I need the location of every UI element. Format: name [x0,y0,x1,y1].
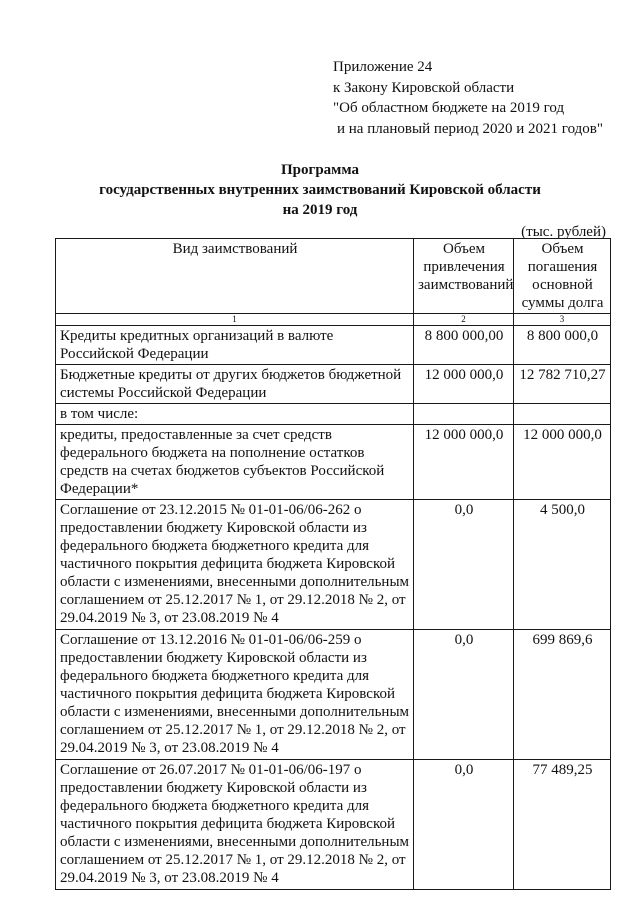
row-type: Соглашение от 26.07.2017 № 01-01-06/06-197 о предоставлении бюджету Кировской области из федерального бюджета бюджетного кредита для частичного покрытия дефицита бюджета Кировской области с изменениями, внесенными дополнительным соглашением от 25.12.2017 № 1, от 29.12.2018 № 2, от 29.04.2019 № 3, от 23.08.2019 № 4 [56,760,414,890]
header-attraction-volume: Объем привлечения заимствований [414,239,514,314]
row-repayment: 699 869,6 [514,630,611,760]
row-repayment [514,404,611,425]
appendix-line: и на плановый период 2020 и 2021 годов" [337,120,603,137]
row-attraction [414,404,514,425]
title-line: Программа [281,162,359,178]
table-row [56,404,611,425]
table-row [56,425,611,500]
title-line: государственных внутренних заимствований Кировской области [99,182,541,198]
row-type: Соглашение от 13.12.2016 № 01-01-06/06-259 о предоставлении бюджету Кировской области из федерального бюджета бюджетного кредита для частичного покрытия дефицита бюджета Кировской области с изменениями, внесенными дополнительным соглашением от 25.12.2017 № 1, от 29.12.2018 № 2, от 29.04.2019 № 3, от 23.08.2019 № 4 [56,630,414,760]
title-line: на 2019 год [282,202,358,218]
row-attraction: 0,0 [414,630,514,760]
column-number-row [56,314,611,326]
row-repayment: 4 500,0 [514,500,611,630]
appendix-line: "Об областном бюджете на 2019 год [333,100,565,116]
appendix-line: Приложение 24 [333,59,433,75]
row-attraction: 12 000 000,0 [414,425,514,500]
row-repayment: 12 000 000,0 [514,425,611,500]
document-title [0,160,640,220]
table-row [56,365,611,404]
appendix-line: к Закону Кировской области [333,79,515,96]
appendix-reference [333,57,603,139]
header-borrowing-type: Вид заимствований [56,239,414,314]
row-attraction: 8 800 000,00 [414,326,514,365]
row-type: Соглашение от 23.12.2015 № 01-01-06/06-262 о предоставлении бюджету Кировской области из федерального бюджета бюджетного кредита для частичного покрытия дефицита бюджета Кировской области с изменениями, внесенными дополнительным соглашением от 25.12.2017 № 1, от 29.12.2018 № 2, от 29.04.2019 № 3, от 23.08.2019 № 4 [56,500,414,630]
row-attraction: 0,0 [414,760,514,890]
units-label: (тыс. рублей) [521,224,606,240]
column-number: 3 [514,314,611,326]
column-number: 1 [56,314,414,326]
table-header-row [56,239,611,314]
table-row [56,326,611,365]
row-repayment: 8 800 000,0 [514,326,611,365]
borrowing-table [55,238,611,890]
column-number: 2 [414,314,514,326]
header-repayment-volume: Объем погашения основной суммы долга [514,239,611,314]
row-repayment: 12 782 710,27 [514,365,611,404]
row-type: в том числе: [56,404,414,425]
row-attraction: 12 000 000,0 [414,365,514,404]
table-row [56,500,611,630]
row-repayment: 77 489,25 [514,760,611,890]
table-row [56,630,611,760]
row-attraction: 0,0 [414,500,514,630]
row-type: Бюджетные кредиты от других бюджетов бюджетной системы Российской Федерации [56,365,414,404]
row-type: Кредиты кредитных организаций в валюте Российской Федерации [56,326,414,365]
row-type: кредиты, предоставленные за счет средств федерального бюджета на пополнение остатков средств на счетах бюджетов субъектов Российской Федерации* [56,425,414,500]
table-row [56,760,611,890]
